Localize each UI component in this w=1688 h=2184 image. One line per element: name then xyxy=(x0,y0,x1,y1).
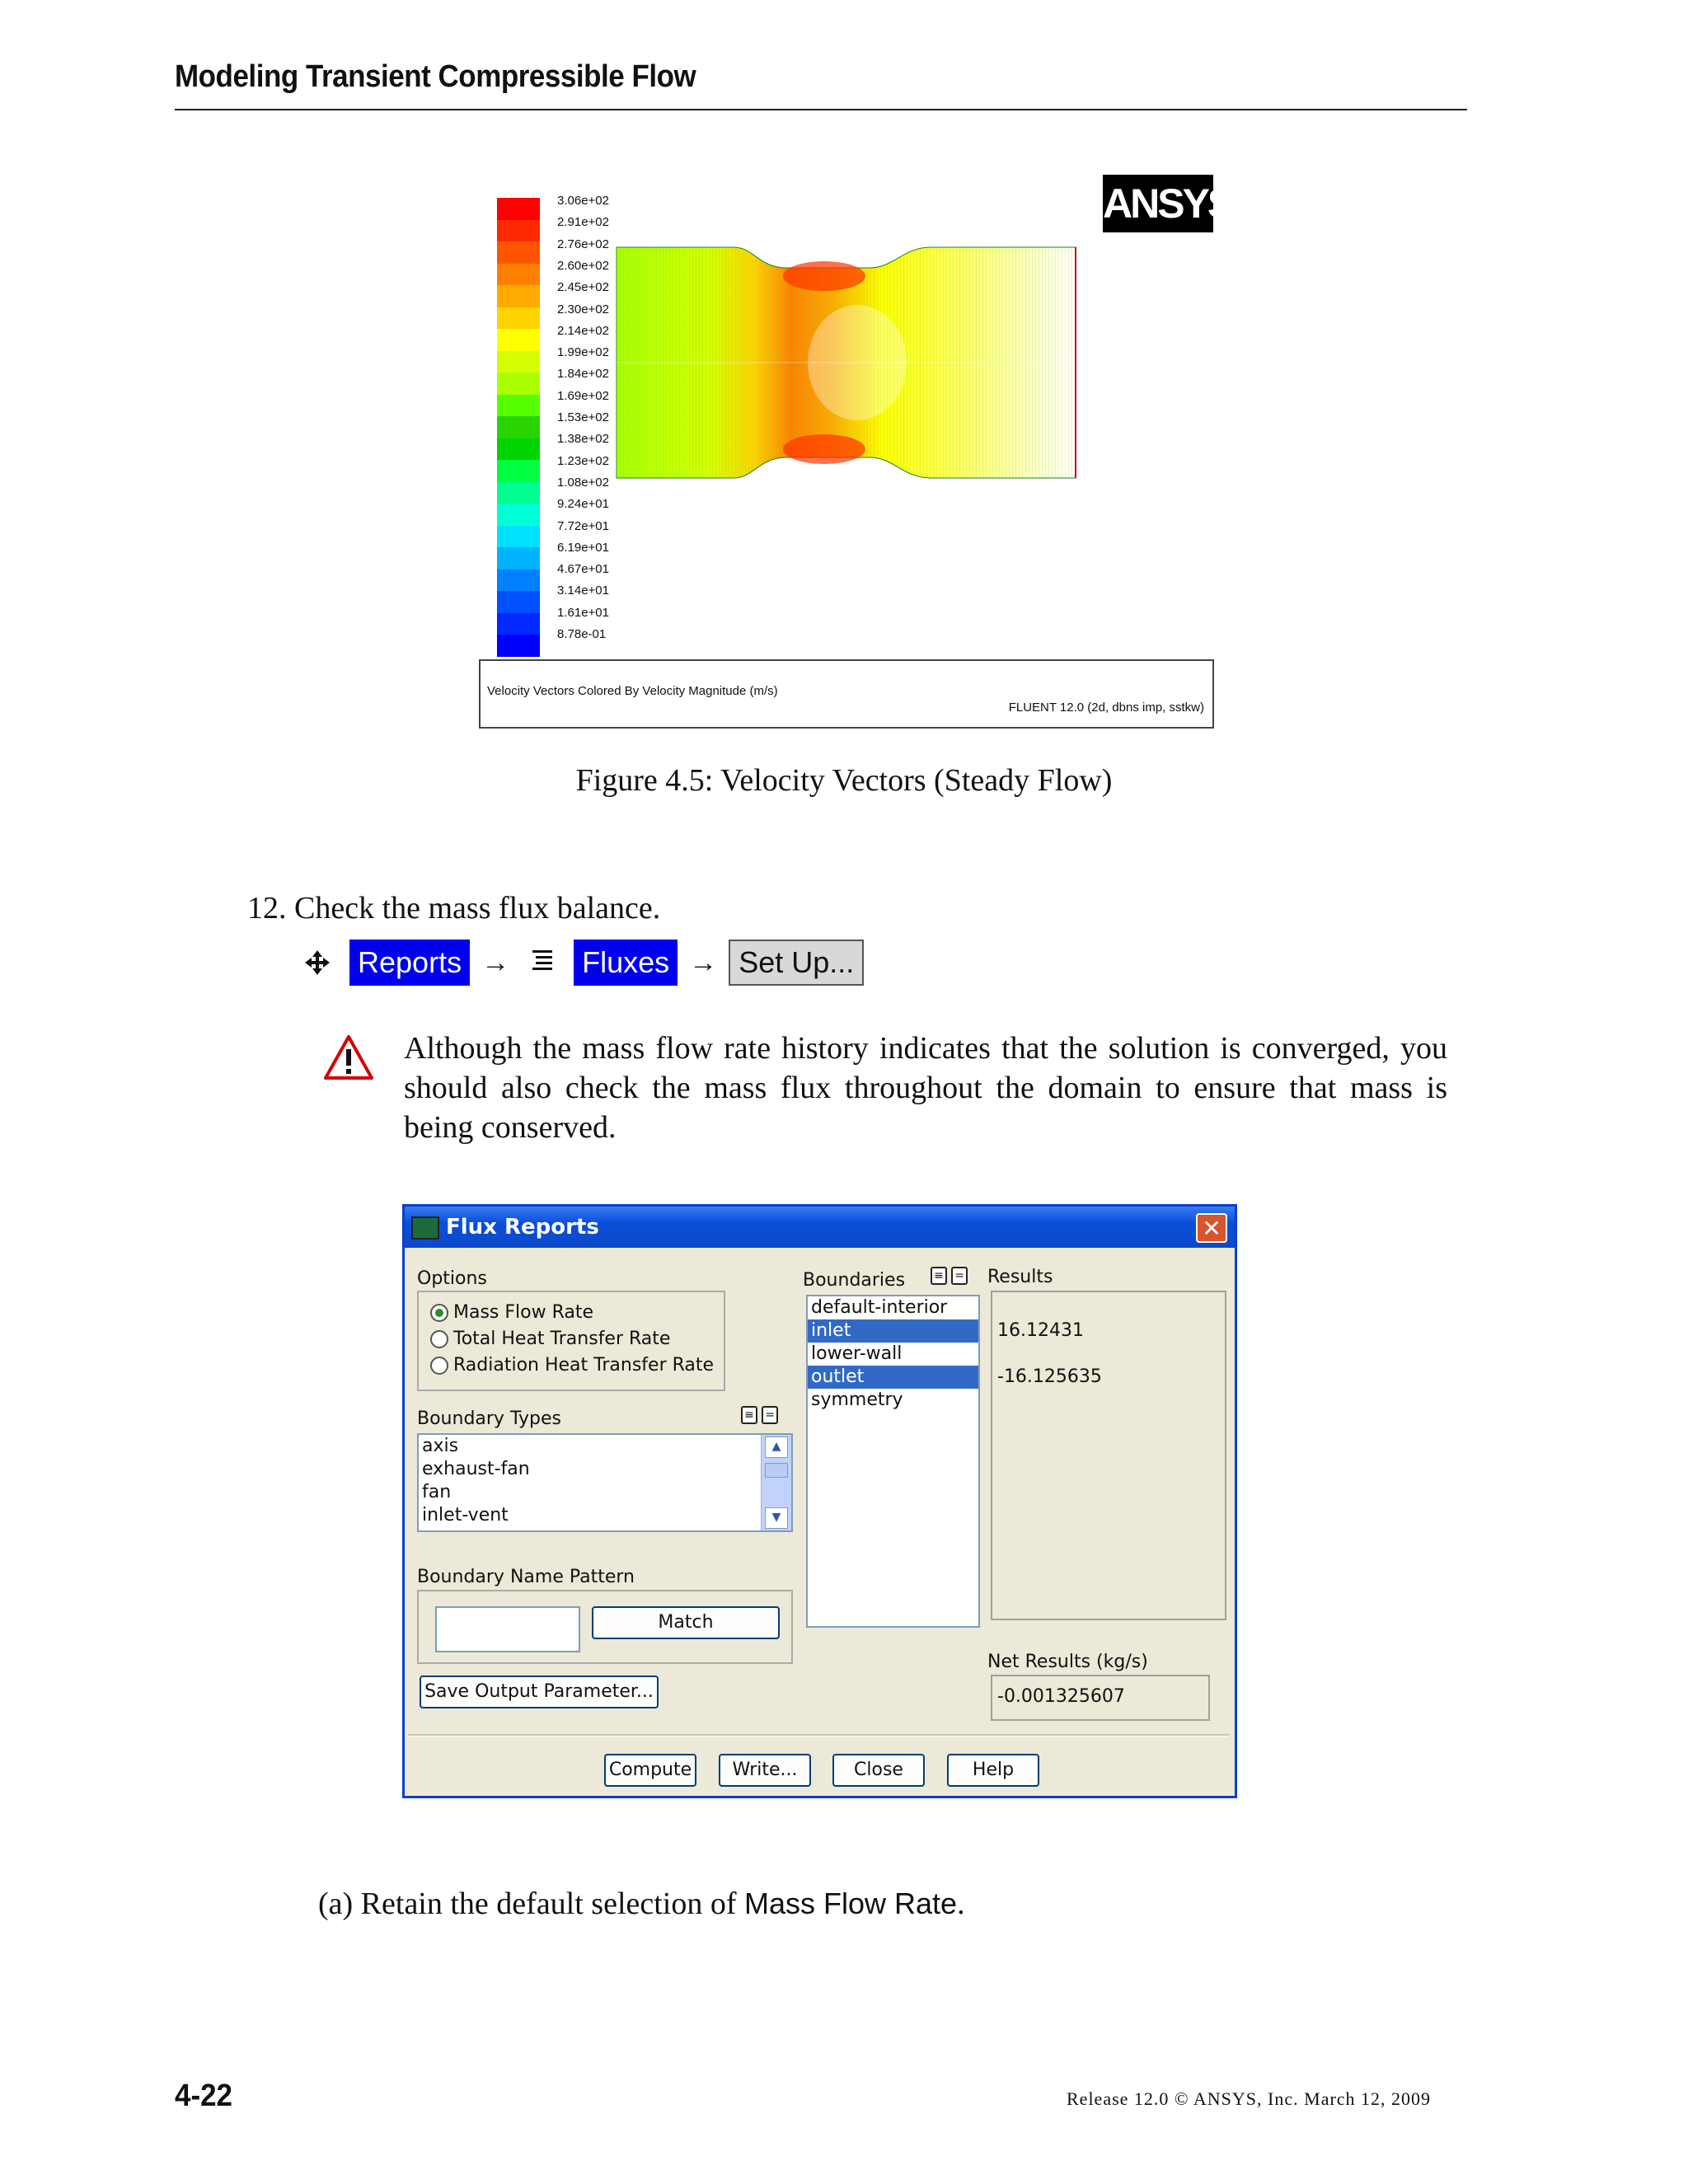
fluxes-list-icon xyxy=(531,949,556,977)
legend-label: 2.60e+02 xyxy=(557,258,609,273)
scroll-down-icon[interactable]: ▼ xyxy=(765,1507,788,1529)
dialog-title-bar[interactable] xyxy=(405,1207,1235,1248)
legend-color-segment xyxy=(497,220,540,242)
page-header-title: Modeling Transient Compressible Flow xyxy=(175,59,696,94)
legend-color-segment xyxy=(497,351,540,373)
nav-arrow: → xyxy=(481,946,510,978)
boundaries-select-buttons xyxy=(931,1267,968,1285)
legend-label: 4.67e+01 xyxy=(557,562,609,577)
navigation-path xyxy=(303,940,864,987)
option-total-heat-transfer-rate[interactable]: Total Heat Transfer Rate xyxy=(430,1329,670,1349)
legend-color-segment xyxy=(497,460,540,482)
legend-label: 2.91e+02 xyxy=(557,215,609,230)
legend-color-segment xyxy=(497,264,540,286)
flux-reports-dialog xyxy=(402,1204,1237,1798)
legend-label: 6.19e+01 xyxy=(557,540,609,555)
header-rule xyxy=(175,109,1467,110)
legend-label: 1.69e+02 xyxy=(557,388,609,403)
legend-label: 2.45e+02 xyxy=(557,280,609,295)
dialog-divider xyxy=(408,1734,1229,1736)
close-button[interactable]: Close xyxy=(832,1754,925,1787)
net-results-label: Net Results (kg/s) xyxy=(987,1652,1148,1672)
dialog-app-icon xyxy=(411,1216,439,1240)
legend-color-segment xyxy=(497,285,540,307)
legend-color-segment xyxy=(497,395,540,417)
legend-color-segment xyxy=(497,482,540,504)
figure-info-box xyxy=(479,659,1214,729)
legend-label: 2.14e+02 xyxy=(557,323,609,338)
release-footer: Release 12.0 © ANSYS, Inc. March 12, 2009 xyxy=(1067,2088,1432,2109)
options-label: Options xyxy=(417,1268,487,1289)
boundary-types-list[interactable] xyxy=(417,1433,793,1532)
boundary-name-pattern-label: Boundary Name Pattern xyxy=(417,1567,635,1587)
legend-label: 1.38e+02 xyxy=(557,432,609,447)
list-item[interactable]: symmetry xyxy=(811,1390,903,1410)
list-item[interactable]: inlet-vent xyxy=(422,1505,509,1526)
legend-color-segment xyxy=(497,504,540,526)
nav-arrow: → xyxy=(689,946,718,978)
match-button[interactable]: Match xyxy=(592,1606,780,1639)
warning-icon xyxy=(323,1034,374,1080)
substep-a-text: (a) Retain the default selection of xyxy=(318,1886,745,1921)
legend-color-segment xyxy=(497,438,540,461)
legend-label: 2.76e+02 xyxy=(557,237,609,251)
legend-color-segment xyxy=(497,329,540,351)
legend-color-segment xyxy=(497,416,540,438)
legend-label: 2.30e+02 xyxy=(557,302,609,316)
write-button[interactable]: Write... xyxy=(719,1754,811,1787)
legend-label: 8.78e-01 xyxy=(557,627,607,641)
legend-label: 3.06e+02 xyxy=(557,194,609,208)
reports-nav-button[interactable]: Reports xyxy=(349,940,470,986)
net-results-value: -0.001325607 xyxy=(997,1686,1125,1707)
scrollbar[interactable] xyxy=(761,1435,791,1530)
net-results-field xyxy=(991,1675,1210,1721)
select-all-icon[interactable]: ≡ xyxy=(931,1267,947,1285)
list-item[interactable]: fan xyxy=(422,1482,452,1502)
dialog-title: Flux Reports xyxy=(446,1215,599,1240)
deselect-all-icon[interactable]: = xyxy=(762,1406,778,1424)
legend-label: 9.24e+01 xyxy=(557,497,609,512)
plot-description: Velocity Vectors Colored By Velocity Magnitude (m/s) xyxy=(487,684,778,698)
figure-caption: Figure 4.5: Velocity Vectors (Steady Flow) xyxy=(575,763,1113,798)
legend-label: 1.08e+02 xyxy=(557,475,609,490)
close-icon[interactable]: ✕ xyxy=(1196,1213,1227,1243)
result-value: -16.125635 xyxy=(997,1366,1102,1387)
legend-color-segment xyxy=(497,591,540,613)
legend-color-segment xyxy=(497,547,540,569)
save-output-parameter-button[interactable]: Save Output Parameter... xyxy=(420,1675,659,1708)
boundaries-label: Boundaries xyxy=(803,1270,906,1291)
legend-color-segment xyxy=(497,526,540,548)
pattern-input[interactable] xyxy=(435,1606,580,1652)
velocity-vector-plot xyxy=(610,239,1080,494)
radio-selected-icon[interactable] xyxy=(430,1304,448,1322)
compute-button[interactable]: Compute xyxy=(604,1754,696,1787)
legend-label: 1.23e+02 xyxy=(557,453,609,468)
list-item[interactable]: axis xyxy=(422,1436,459,1456)
legend-label: 1.99e+02 xyxy=(557,345,609,360)
legend-color-segment xyxy=(497,307,540,330)
legend-color-segment xyxy=(497,635,540,657)
result-value: 16.12431 xyxy=(997,1320,1084,1341)
radio-icon[interactable] xyxy=(430,1330,448,1348)
legend-color-segment xyxy=(497,569,540,592)
fluxes-nav-button[interactable]: Fluxes xyxy=(574,940,678,986)
radio-icon[interactable] xyxy=(430,1357,448,1375)
substep-a-emphasis: Mass Flow Rate xyxy=(744,1886,958,1920)
ansys-logo: ANSYS xyxy=(1103,175,1213,232)
select-all-icon[interactable]: ≡ xyxy=(741,1406,757,1424)
boundary-types-label: Boundary Types xyxy=(417,1408,561,1429)
legend-color-segment xyxy=(497,198,540,220)
warning-text: Although the mass flow rate history indicates that the solution is converged, you should also check the mass flux throughout the domain to ensure that mass is being conserved. xyxy=(404,1031,1447,1145)
scroll-up-icon[interactable]: ▲ xyxy=(765,1436,788,1458)
step-12-text: 12. Check the mass flux balance. xyxy=(247,891,661,926)
list-item[interactable]: lower-wall xyxy=(811,1343,903,1364)
boundaries-list[interactable] xyxy=(806,1295,980,1628)
legend-color-segment xyxy=(497,613,540,635)
deselect-all-icon[interactable]: = xyxy=(951,1267,968,1285)
list-item-selected[interactable]: inlet xyxy=(808,1319,978,1343)
legend-color-segment xyxy=(497,241,540,264)
legend-color-segment xyxy=(497,373,540,395)
list-item-selected[interactable]: outlet xyxy=(808,1366,978,1389)
options-group xyxy=(417,1291,725,1391)
setup-nav-button[interactable]: Set Up... xyxy=(729,940,864,986)
legend-label: 1.84e+02 xyxy=(557,367,609,382)
boundary-types-select-buttons xyxy=(741,1406,778,1424)
option-radiation-heat-transfer-rate[interactable]: Radiation Heat Transfer Rate xyxy=(430,1355,714,1376)
scroll-thumb[interactable] xyxy=(765,1463,788,1478)
results-panel xyxy=(991,1291,1226,1620)
list-item[interactable]: default-interior xyxy=(811,1297,948,1318)
option-mass-flow-rate[interactable]: Mass Flow Rate xyxy=(430,1302,593,1323)
substep-a-suffix: . xyxy=(957,1886,965,1921)
legend-label: 3.14e+01 xyxy=(557,583,609,598)
substep-a xyxy=(318,1886,965,1922)
color-legend-bar xyxy=(497,198,540,635)
page-number: 4-22 xyxy=(175,2079,232,2113)
reports-nav-icon xyxy=(303,949,331,977)
legend-label: 1.53e+02 xyxy=(557,410,609,424)
solver-info: FLUENT 12.0 (2d, dbns imp, sstkw) xyxy=(1008,701,1204,715)
help-button[interactable]: Help xyxy=(947,1754,1039,1787)
results-label: Results xyxy=(987,1267,1053,1287)
legend-label: 1.61e+01 xyxy=(557,605,609,620)
list-item[interactable]: exhaust-fan xyxy=(422,1459,530,1479)
pattern-group xyxy=(417,1590,793,1664)
legend-label: 7.72e+01 xyxy=(557,518,609,533)
